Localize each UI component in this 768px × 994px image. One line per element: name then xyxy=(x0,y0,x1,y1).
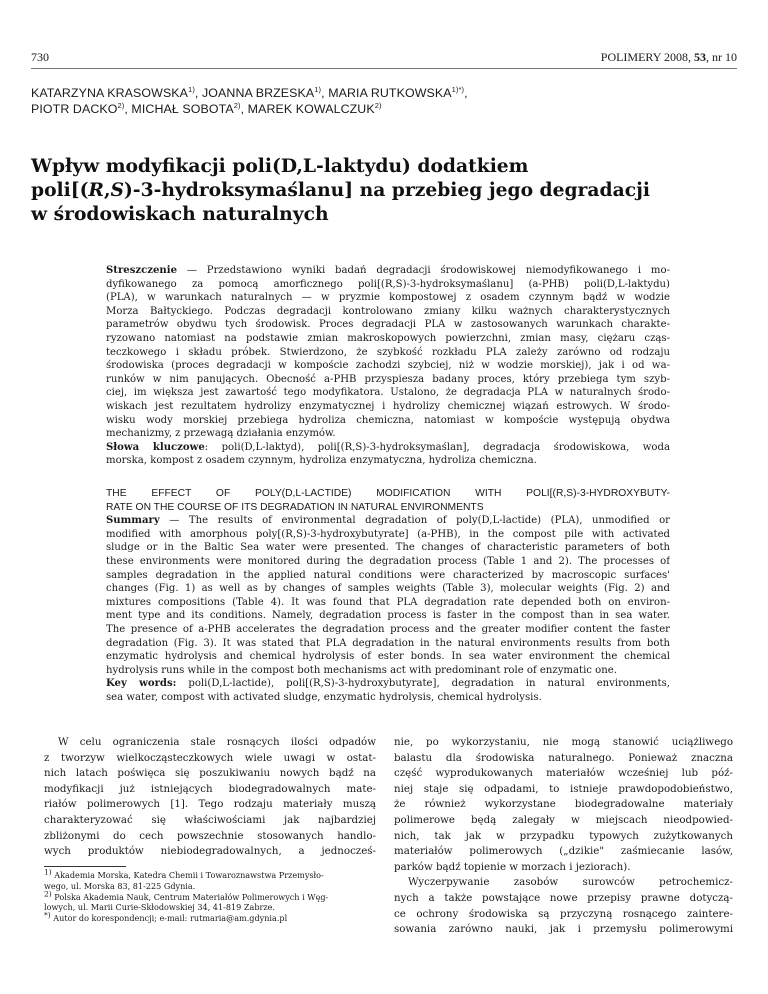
affiliation-mark: 1)*) xyxy=(451,84,465,94)
author-name: , MICHAŁ SOBOTA xyxy=(124,102,234,116)
author-name: PIOTR DACKO xyxy=(31,102,118,116)
abstract-line: runków w nim panujących. Obecność a-PHB przyspiesza badany proces, który przebiega tym szyb- xyxy=(106,373,670,385)
author-separator: , xyxy=(464,86,468,100)
footnote-mark: 2) xyxy=(44,888,52,898)
english-title-line: RATE ON THE COURSE OF ITS DEGRADATION IN NATURAL ENVIRONMENTS xyxy=(106,501,484,513)
article-title xyxy=(31,154,711,226)
body-line: materiałów polimerowych („dzikie" zaśmiecanie lasów, xyxy=(394,845,733,858)
author-name: KATARZYNA KRASOWSKA xyxy=(31,86,189,100)
affiliation-mark: 2) xyxy=(117,100,125,110)
abstract-line: dyfikowanego za pomocą amorficznego poli[(R,S)-3-hydroksymaślanu] (a-PHB) poli(D,L-laktydu) xyxy=(106,278,670,290)
affiliation-mark: 2) xyxy=(233,100,241,110)
keywords-text: : poli(D,L-laktyd), poli[(R,S)-3-hydroksymaślan], degradacja środowiskowa, woda xyxy=(204,441,670,453)
abstract-line: hydrolysis runs while in the compost both mechanisms act with predominant role of enzymatic one. xyxy=(106,664,617,676)
abstract-line: The presence of a-PHB accelerates the degradation process and the greater modifier content the faster xyxy=(106,623,670,635)
body-line: nie, po wykorzystaniu, nie mogą stanowić uciążliwego xyxy=(394,736,733,748)
body-line: zbliżonymi do cech powszechnie stosowanych handlo- xyxy=(44,829,376,842)
footnote-text: Autor do korespondencji; e-mail: rutmaria@am.gdynia.pl xyxy=(50,913,288,924)
keywords-label: Słowa kluczowe xyxy=(106,441,205,453)
english-title-line: THE EFFECT OF POLY(D,L-LACTIDE) MODIFICATION WITH POLI[(R,S)-3-HYDROXYBUTY- xyxy=(106,488,670,499)
abstract-line: Morza Bałtyckiego. Podczas degradacji kontrolowano zmiany kilku ważnych charakterystycznych xyxy=(106,305,670,317)
abstract-line: sludge or in the Baltic Sea water were presented. The changes of characteristic parameters of both xyxy=(106,542,670,554)
keywords-label: Key words: xyxy=(106,678,177,690)
abstract-line xyxy=(106,514,670,528)
keywords-text: poli(D,L-lactide), poli[(R,S)-3-hydroxybutyrate], degradation in natural environments, xyxy=(176,678,670,690)
body-line: nych a także powstające nowe przepisy prawne dotyczą- xyxy=(394,891,733,904)
footnote-divider xyxy=(44,866,126,867)
keywords-line: morska, kompost z osadem czynnym, hydroliza enzymatyczna, hydroliza chemiczna. xyxy=(106,455,537,467)
keywords-line: sea water, compost with activated sludge, enzymatic hydrolysis, chemical hydrolysis. xyxy=(106,691,542,703)
abstract-line: ryzowano natomiast na podstawie zmian makroskopowych powierzchni, zmian masy, ciężaru cząs- xyxy=(106,332,670,344)
body-line: charakteryzować się właściwościami jak najbardziej xyxy=(44,813,376,826)
journal-name: POLIMERY 2008, xyxy=(600,50,694,64)
abstract-line: ment type and its conditions. Namely, degradation process is faster in the compost than in sea water. xyxy=(106,610,670,622)
footnote-text: Akademia Morska, Katedra Chemii i Towaroznawstwa Przemysło- xyxy=(51,869,324,880)
author-name: , JOANNA BRZESKA xyxy=(194,86,315,100)
author-name: , MAREK KOWALCZUK xyxy=(240,102,375,116)
header-divider xyxy=(31,68,737,69)
keywords-line xyxy=(106,441,670,455)
title-italic-r: R xyxy=(88,179,104,201)
footnote-mark: *) xyxy=(44,910,51,920)
journal-issue: , nr 10 xyxy=(706,50,737,64)
body-line: wych produktów niebiodegradowalnych, a jednocześ- xyxy=(44,845,376,858)
body-line: parków bądź topienie w morzach i jeziorach). xyxy=(394,860,631,873)
running-header xyxy=(31,50,737,66)
abstract-line: enzymatic hydrolysis and chemical hydrolysis of ester bonds. In sea water environment the chemical xyxy=(106,651,670,663)
body-line: W celu ograniczenia stale rosnących ilości odpadów xyxy=(58,736,376,748)
body-column-left xyxy=(44,735,376,924)
title-line-1: Wpływ modyfikacji poli(D,L-laktydu) dodatkiem xyxy=(31,155,529,177)
abstract-line: ciej, im większa jest zawartość tego modyfikatora. Ustalono, że degradacja PLA w naturalnych środo- xyxy=(106,387,670,399)
footnote xyxy=(44,867,376,881)
abstract-line: degradation (Fig. 3). It was stated that PLA degradation in the natural environments results from both xyxy=(106,637,670,649)
body-line: balastu dla środowiska naturalnego. Ponieważ znaczna xyxy=(394,751,733,764)
title-fragment: )-3-hydroksymaślanu] na przebieg jego degradacji xyxy=(123,179,650,201)
abstract-line: changes (Fig. 1) as well as by changes of samples weights (Table 3), molecular weights (Fig. 2) and xyxy=(106,583,670,595)
body-line: że również wykorzystane biodegradowalne materiały xyxy=(394,798,733,811)
author-line-1 xyxy=(31,85,731,101)
abstract-line: mechanizmy, z przewagą działania enzymów. xyxy=(106,428,336,440)
body-line: modyfikacji już istniejących biodegradowalnych mate- xyxy=(44,782,376,795)
body-line: riałów polimerowych [1]. Tego rodzaju materiały muszą xyxy=(44,798,376,811)
footnote xyxy=(44,910,376,924)
body-line: Wyczerpywanie zasobów surowców petrochemicz- xyxy=(408,876,733,889)
footnote xyxy=(44,881,376,892)
abstract-line: modified with amorphous poly[(R,S)-3-hydroxybutyrate] (a-PHB), in the compost pile with activated xyxy=(106,528,670,540)
abstract-line: środowiska (proces degradacji w kompoście zachodzi szybciej, niż w wodzie morskiej), jak i od wa- xyxy=(106,360,670,372)
abstract-line: mixtures compositions (Table 4). It was found that PLA degradation rate depended both on environ- xyxy=(106,596,670,608)
journal-volume: 53 xyxy=(694,50,706,64)
journal-citation xyxy=(601,50,737,65)
title-italic-s: S xyxy=(110,179,124,201)
affiliation-mark: 1) xyxy=(314,84,322,94)
title-line-3: w środowiskach naturalnych xyxy=(31,203,329,225)
footnote xyxy=(44,888,376,903)
affiliation-mark: 1) xyxy=(188,84,195,94)
footnote-text: wego, ul. Morska 83, 81-225 Gdynia. xyxy=(44,880,196,891)
author-line-2 xyxy=(31,101,731,117)
body-line: nich, tak jak w przypadku typowych zużytkowanych xyxy=(394,829,733,842)
abstract-text: — The results of environmental degradation of poly(D,L-lactide) (PLA), unmodified or xyxy=(159,515,670,527)
summary-label: Summary xyxy=(106,515,160,527)
abstract-line: wisku wody morskiej przebiega hydroliza chemiczna, natomiast w kompoście występują obydwa xyxy=(106,414,670,426)
abstract-line: (PLA), w warunkach naturalnych — w pryzmie kompostowej z osadem czynnym bądź w wodzie xyxy=(106,292,670,304)
body-line: część wyprodukowanych materiałów wcześniej lub póź- xyxy=(394,767,733,780)
abstract-line xyxy=(106,264,670,278)
footnote xyxy=(44,902,376,913)
body-line: niej staje się odpadami, to istnieje prawdopodobieństwo, xyxy=(394,782,733,795)
abstract-line: these environments were monitored during the degradation process (Table 1 and 2). The processes of xyxy=(106,555,670,567)
body-line: z tworzyw wielkocząsteczkowych wiele uwagi w ostat- xyxy=(44,751,376,764)
title-fragment: poli[( xyxy=(31,179,89,201)
abstract-line: wiskach jest rezultatem hydrolizy enzymatycznej i hydrolizy chemicznej wiązań estrowych. W środo- xyxy=(106,400,670,412)
footnote-mark: 1) xyxy=(44,867,52,877)
body-column-right xyxy=(394,735,733,938)
abstract-line: teczkowego i składu próbek. Stwierdzono, że szybkość rozkładu PLA zależy zarówno od rodzaju xyxy=(106,346,670,358)
title-line-2 xyxy=(31,178,711,202)
author-name: , MARIA RUTKOWSKA xyxy=(321,86,452,100)
body-line: nich latach poświęca się poszukiwaniu nowych bądź na xyxy=(44,767,376,780)
abstract-label: Streszczenie xyxy=(106,265,178,276)
keywords-line xyxy=(106,677,670,691)
affiliation-mark: 2) xyxy=(374,100,382,110)
footnote-text: Polska Akademia Nauk, Centrum Materiałów Polimerowych i Węg- xyxy=(51,891,329,902)
page-number: 730 xyxy=(31,50,49,64)
body-line: ce ochrony środowiska są przyczyną rosnącego zaintere- xyxy=(394,907,733,920)
abstract-line: parametrów obydwu tych środowisk. Proces degradacji PLA w zastosowanych warunkach charakte- xyxy=(106,319,670,331)
abstract-text: — Przedstawiono wyniki badań degradacji środowiskowej niemodyfikowanego i mo- xyxy=(177,265,670,276)
footnote-text: lowych, ul. Marii Curie-Skłodowskiej 34, 41-819 Zabrze. xyxy=(44,902,275,913)
abstract-english xyxy=(106,487,670,705)
body-line: polimerowe będą zalegały w miejscach nieodpowied- xyxy=(394,813,733,826)
body-line: sowania zarówno nauki, jak i przemysłu polimerowymi xyxy=(394,923,733,936)
title-fragment: , xyxy=(103,179,111,201)
abstract-line: samples degradation in the applied natural conditions were characterized by macroscopic surfaces' xyxy=(106,569,670,581)
author-list xyxy=(31,85,731,117)
abstract-polish xyxy=(106,264,670,468)
